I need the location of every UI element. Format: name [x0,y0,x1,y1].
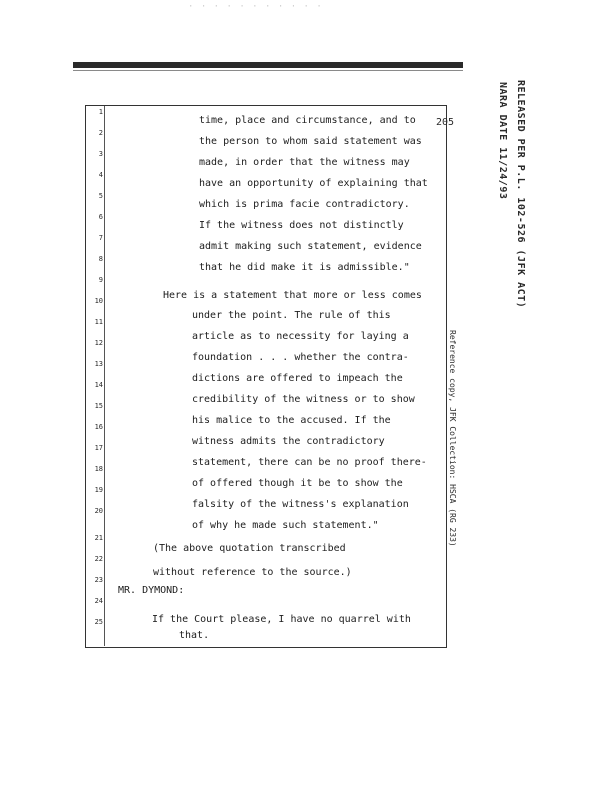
header-rule-thin [73,70,463,71]
transcript-line: statement, there can be no proof there- [192,457,427,468]
line-number: 4 [98,171,103,179]
transcript-line: (The above quotation transcribed [153,543,346,554]
line-number: 13 [94,360,103,368]
transcript-line: have an opportunity of explaining that [199,178,428,189]
transcript-line: If the Court please, I have no quarrel with [152,614,411,625]
transcript-line: admit making such statement, evidence [199,241,422,252]
transcript-line: of why he made such statement." [192,520,379,531]
transcript-line: his malice to the accused. If the [192,415,391,426]
line-number: 3 [98,150,103,158]
reference-copy-stamp: Reference copy, JFK Collection: HSCA (RG 233) [448,330,457,547]
transcript-line: If the witness does not distinctly [199,220,404,231]
transcript-line: without reference to the source.) [153,567,352,578]
line-number: 16 [94,423,103,431]
line-number: 20 [94,507,103,515]
transcript-line: which is prima facie contradictory. [199,199,410,210]
page-number: 205 [436,117,455,128]
release-stamp-line-2: NARA DATE 11/24/93 [497,82,508,200]
line-number: 15 [94,402,103,410]
line-number: 17 [94,444,103,452]
line-number: 12 [94,339,103,347]
transcript-line: Here is a statement that more or less comes [163,290,422,301]
transcript-line: credibility of the witness or to show [192,394,415,405]
header-rule [73,62,463,68]
transcript-line: that he did make it is admissible." [199,262,410,273]
line-number: 14 [94,381,103,389]
line-number: 1 [98,108,103,116]
transcript-line: under the point. The rule of this [192,310,391,321]
line-number: 7 [98,234,103,242]
line-number: 18 [94,465,103,473]
line-number: 22 [94,555,103,563]
header-faint-text: · · · · · · · · · · · [188,2,323,12]
line-number: 23 [94,576,103,584]
transcript-line: foundation . . . whether the contra- [192,352,409,363]
line-number: 5 [98,192,103,200]
line-number: 24 [94,597,103,605]
transcript-line: of offered though it be to show the [192,478,403,489]
line-number: 21 [94,534,103,542]
line-number: 8 [98,255,103,263]
transcript-line: time, place and circumstance, and to [199,115,416,126]
line-number: 25 [94,618,103,626]
transcript-line: dictions are offered to impeach the [192,373,403,384]
transcript-line: falsity of the witness's explanation [192,499,409,510]
transcript-line: made, in order that the witness may [199,157,410,168]
transcript-line: witness admits the contradictory [192,436,385,447]
speaker-label: MR. DYMOND: [118,585,185,596]
transcript-line: the person to whom said statement was [199,136,422,147]
line-number: 2 [98,129,103,137]
line-number: 11 [94,318,103,326]
transcript-line: that. [179,630,210,641]
line-number: 19 [94,486,103,494]
line-number: 9 [98,276,103,284]
release-stamp-line-1: RELEASED PER P.L. 102-526 (JFK ACT) [515,80,526,309]
line-number: 10 [94,297,103,305]
transcript-line: article as to necessity for laying a [192,331,409,342]
line-number-margin-rule [104,106,105,646]
line-number: 6 [98,213,103,221]
